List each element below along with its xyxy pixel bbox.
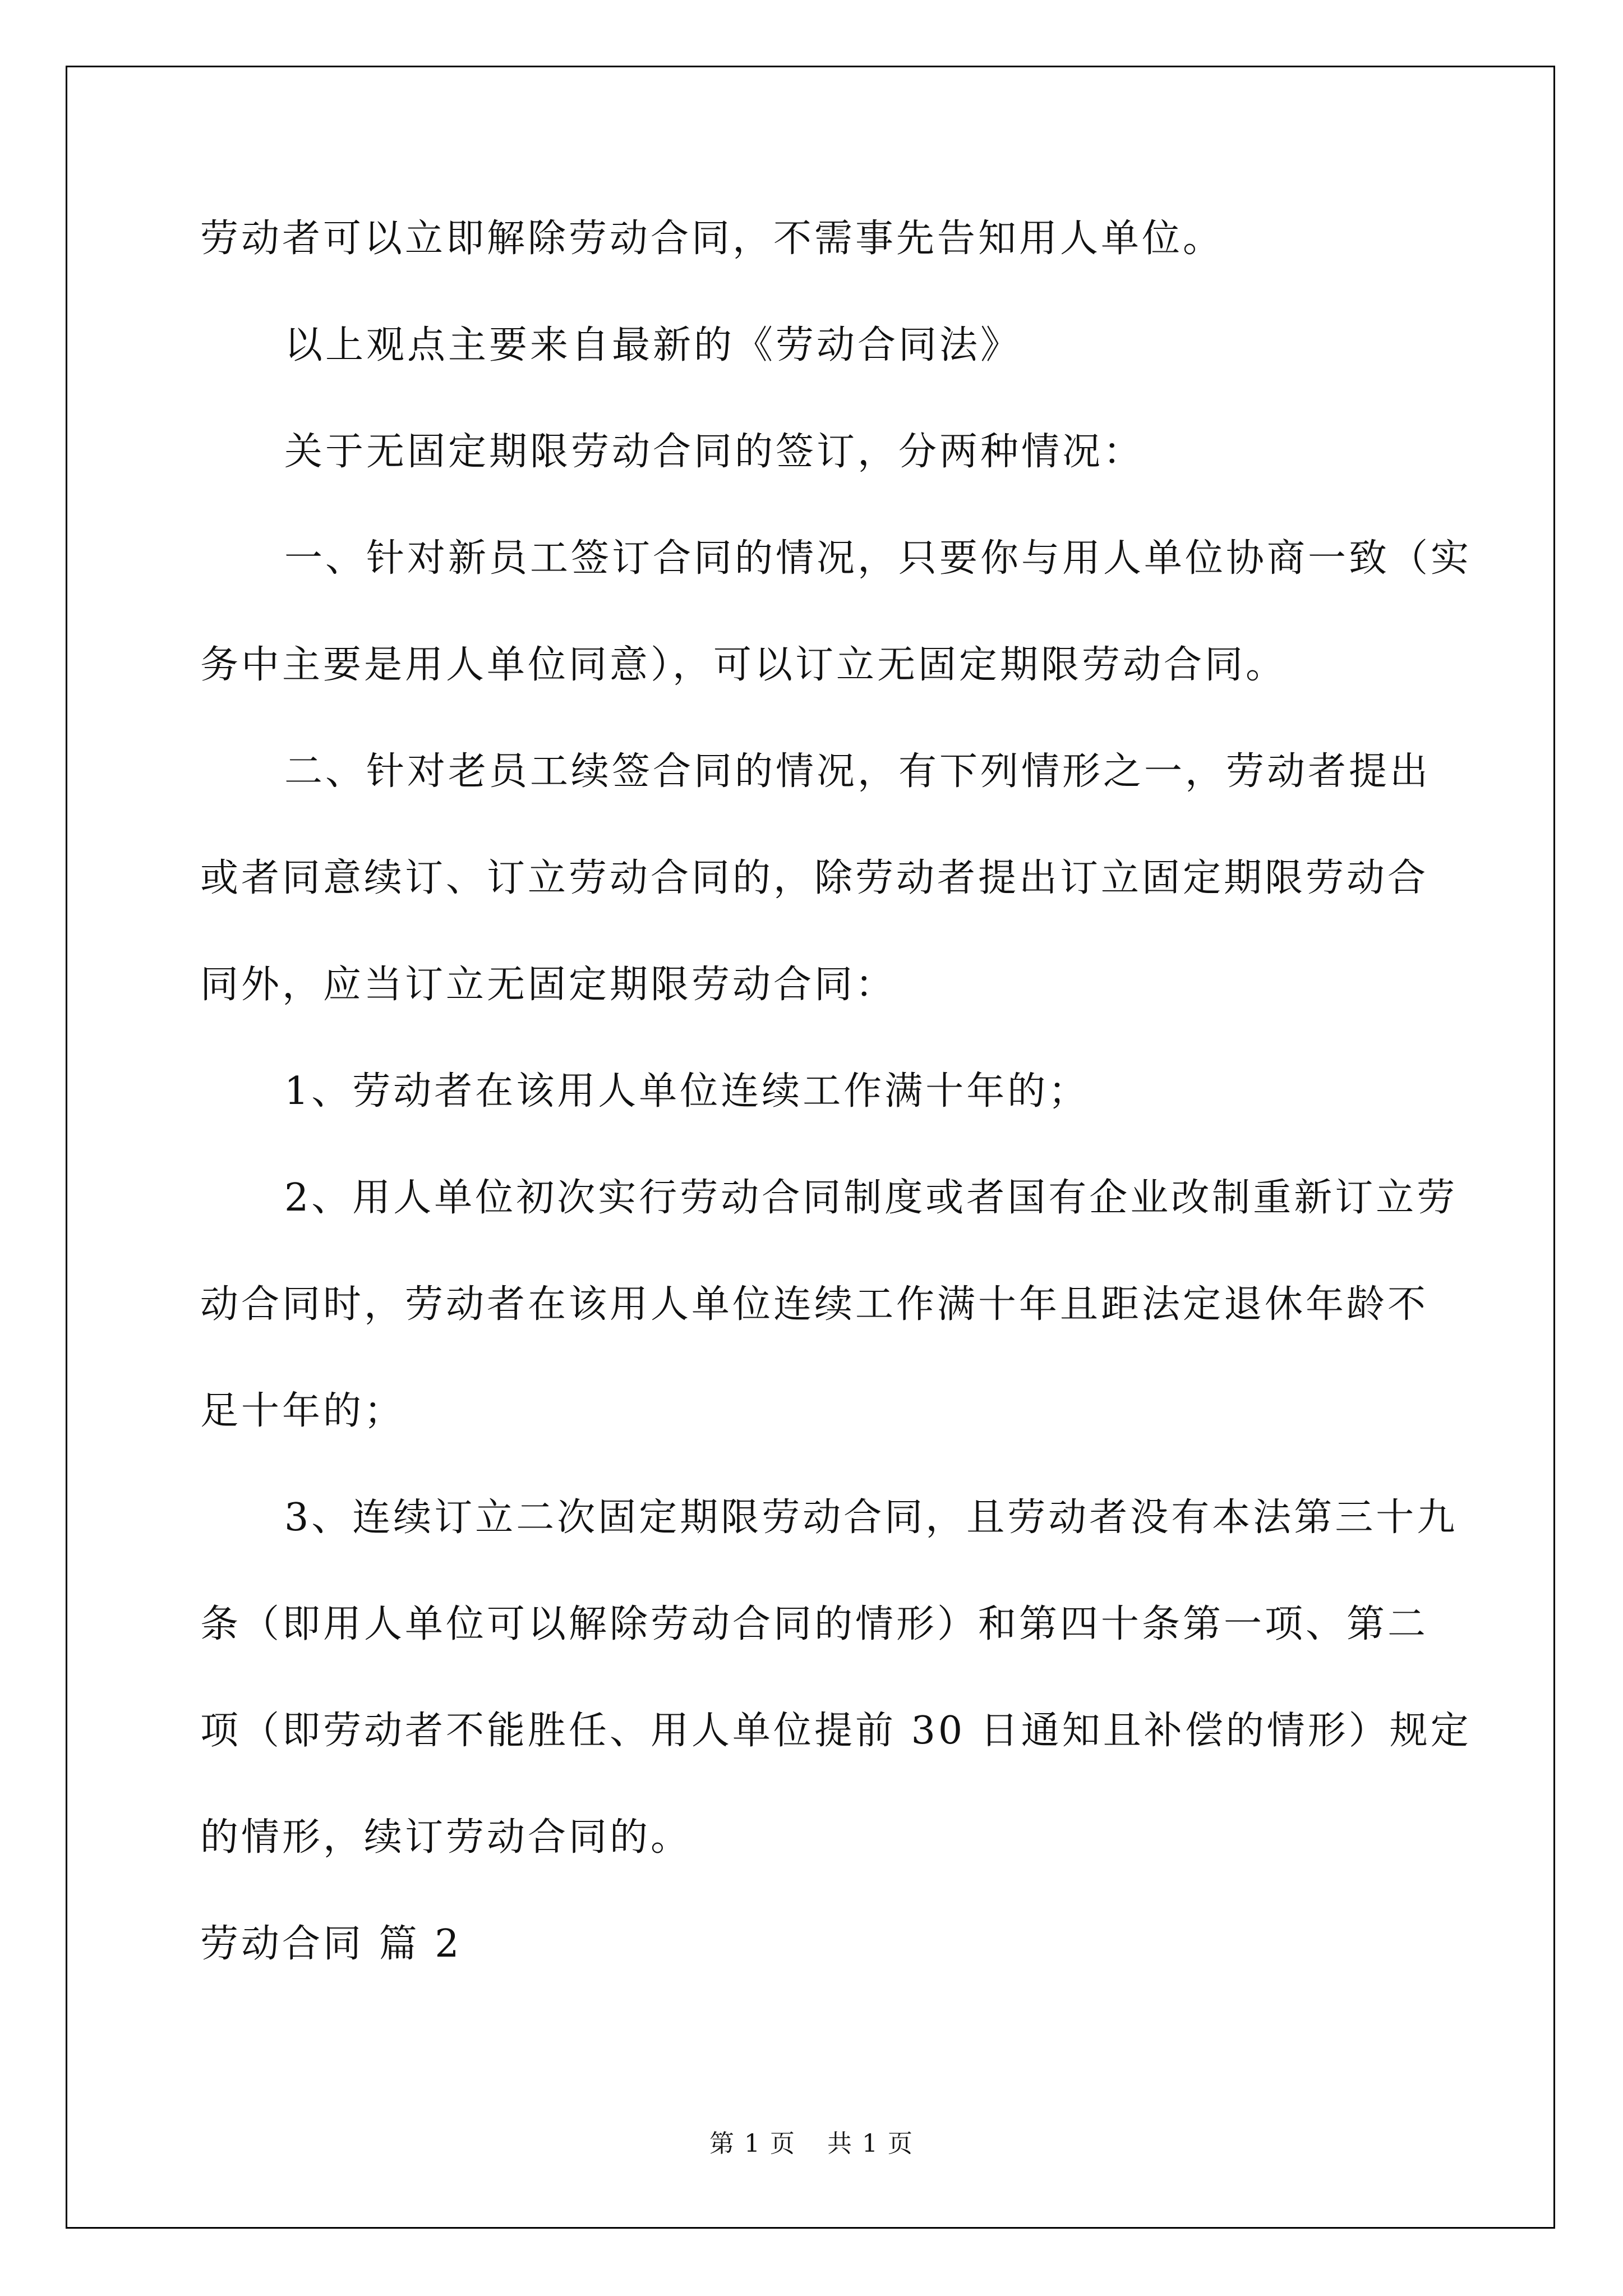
paragraph-line: 一、针对新员工签订合同的情况，只要你与用人单位协商一致（实 bbox=[284, 536, 1472, 581]
paragraph-line: 2、用人单位初次实行劳动合同制度或者国有企业改制重新订立劳 bbox=[284, 1176, 1458, 1220]
paragraph-line: 条（即用人单位可以解除劳动合同的情形）和第四十条第一项、第二 bbox=[200, 1602, 1429, 1646]
paragraph-line: 3、连续订立二次固定期限劳动合同，且劳动者没有本法第三十九 bbox=[284, 1496, 1458, 1540]
paragraph-line: 足十年的； bbox=[200, 1389, 405, 1433]
paragraph-line: 项（即劳动者不能胜任、用人单位提前 30 日通知且补偿的情形）规定 bbox=[200, 1709, 1472, 1753]
page-footer bbox=[0, 2123, 1623, 2159]
paragraph-line: 动合同时，劳动者在该用人单位连续工作满十年且距法定退休年龄不 bbox=[200, 1282, 1429, 1327]
paragraph-line: 以上观点主要来自最新的《劳动合同法》 bbox=[284, 323, 1022, 367]
paragraph-line: 同外，应当订立无固定期限劳动合同： bbox=[200, 963, 897, 1007]
paragraph-line: 二、针对老员工续签合同的情况，有下列情形之一，劳动者提出 bbox=[284, 749, 1431, 794]
paragraph-line: 务中主要是用人单位同意），可以订立无固定期限劳动合同。 bbox=[200, 643, 1287, 687]
paragraph-line: 或者同意续订、订立劳动合同的，除劳动者提出订立固定期限劳动合 bbox=[200, 856, 1429, 900]
paragraph-line: 关于无固定期限劳动合同的签订，分两种情况： bbox=[284, 430, 1145, 474]
page-total: 共 1 页 bbox=[827, 2129, 914, 2158]
paragraph-line: 的情形，续订劳动合同的。 bbox=[200, 1815, 692, 1860]
page-number: 第 1 页 bbox=[709, 2129, 796, 2158]
section-heading: 劳动合同 篇 2 bbox=[200, 1922, 462, 1966]
paragraph-line: 1、劳动者在该用人单位连续工作满十年的； bbox=[284, 1069, 1090, 1114]
page-border bbox=[66, 66, 1555, 2229]
paragraph-line: 劳动者可以立即解除劳动合同，不需事先告知用人单位。 bbox=[200, 217, 1224, 261]
